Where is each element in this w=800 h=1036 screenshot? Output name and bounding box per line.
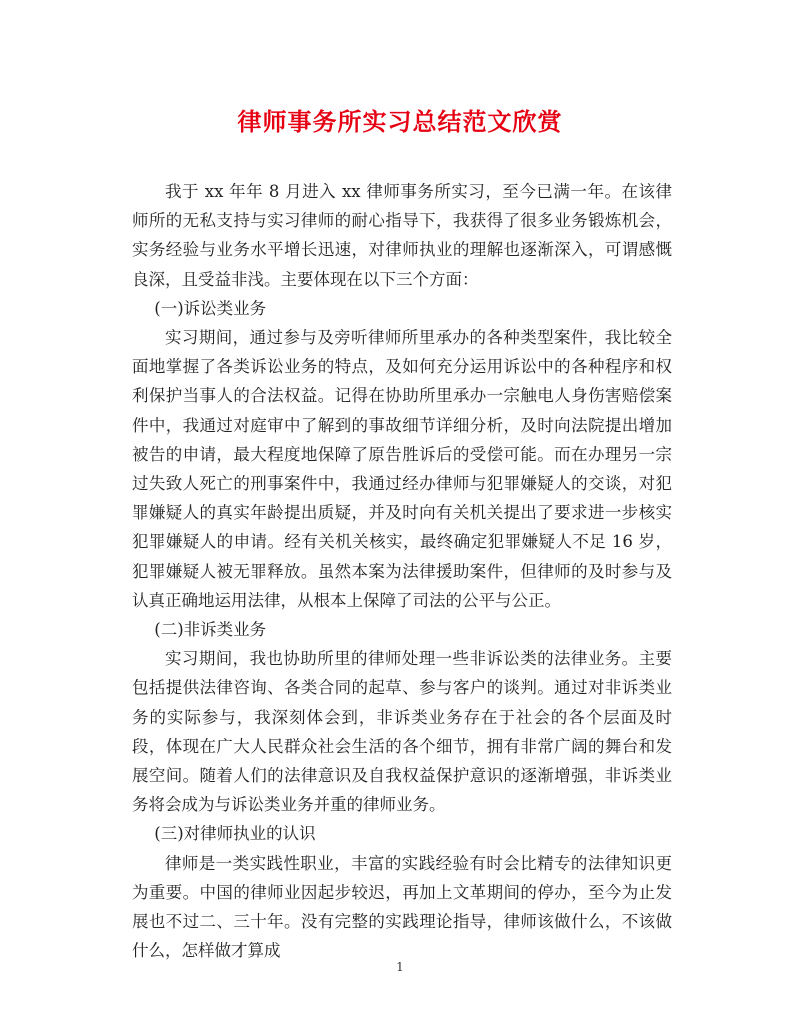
non-litigation-paragraph: 实习期间，我也协助所里的律师处理一些非诉讼类的法律业务。主要包括提供法律咨询、各类合同的起草、参与客户的谈判。通过对非诉类业务的实际参与，我深刻体会到，非诉类业务存在于社会的各个层面及时段，体现在广大人民群众社会生活的各个细节，拥有非常广阔的舞台和发展空间。随着人们的法律意识及自我权益保护意识的逐渐增强，非诉类业务将会成为与诉讼类业务并重的律师业务。 [132,649,672,815]
intro-paragraph: 我于 xx 年年 8 月进入 xx 律师事务所实习，至今已满一年。在该律师所的无私支持与实习律师的耐心指导下，我获得了很多业务锻炼机会，实务经验与业务水平增长迅速，对律师执业的理解也逐渐深入，可谓感慨良深，且受益非浅。主要体现在以下三个方面： [132,182,672,289]
practice-paragraph: 律师是一类实践性职业，丰富的实践经验有时会比精专的法律知识更为重要。中国的律师业因起步较迟，再加上文革期间的停办，至今为止发展也不过二、三十年。没有完整的实践理论指导，律师该做什么，不该做什么，怎样做才算成 [132,853,672,961]
document-title: 律师事务所实习总结范文欣赏 [237,107,563,136]
litigation-paragraph: 实习期间，通过参与及旁听律师所里承办的各种类型案件，我比较全面地掌握了各类诉讼业务的特点，及如何充分运用诉讼中的各种程序和权利保护当事人的合法权益。记得在协助所里承办一宗触电人身伤害赔偿案件中，我通过对庭审中了解到的事故细节详细分析，及时向法院提出增加被告的申请，最大程度地保障了原告胜诉后的受偿可能。而在办理另一宗过失致人死亡的刑事案件中，我通过经办律师与犯罪嫌疑人的交谈，对犯罪嫌疑人的真实年龄提出质疑，并及时向有关机关提出了要求进一步核实犯罪嫌疑人的申请。经有关机关核实，最终确定犯罪嫌疑人不足 16 岁，犯罪嫌疑人被无罪释放。虽然本案为法律援助案件，但律师的及时参与及认真正确地运用法律，从根本上保障了司法的公平与公正。 [132,328,672,610]
page-number: 1 [396,960,404,974]
section-heading-litigation: (一)诉讼类业务 [154,298,267,318]
document-body [132,177,672,965]
section-heading-non-litigation: (二)非诉类业务 [154,620,267,640]
section-heading-practice: (三)对律师执业的认识 [154,824,316,844]
